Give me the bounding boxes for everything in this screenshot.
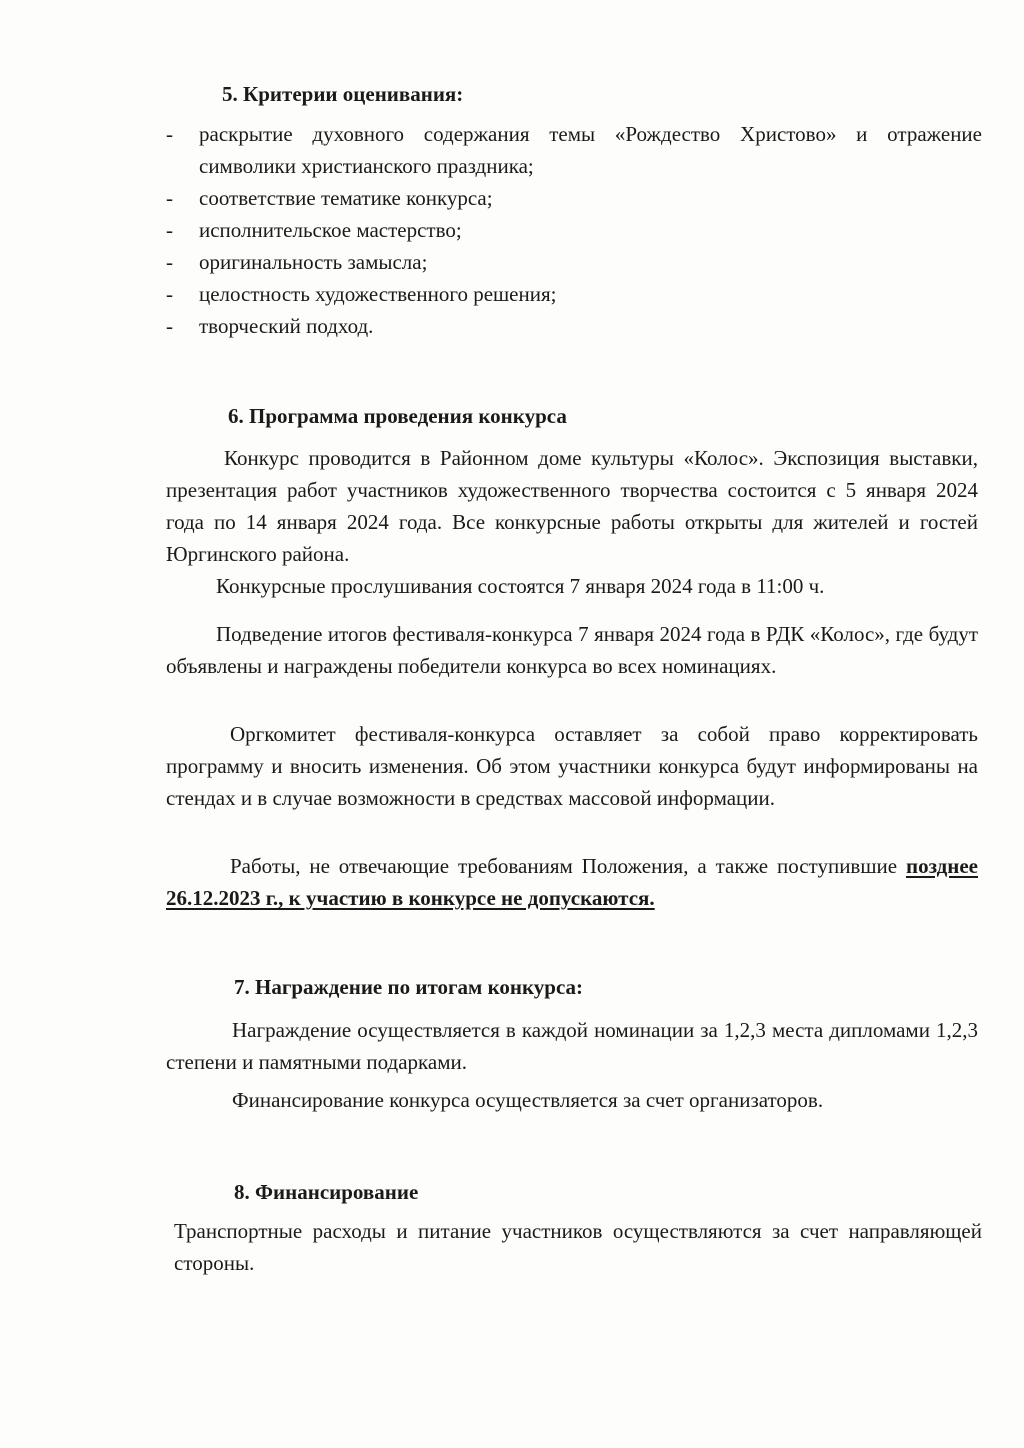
program-paragraph-results: Подведение итогов фестиваля-конкурса 7 января 2024 года в РДК «Колос», где будут объявлены и награждены победители конкурса во всех номинациях.: [166, 622, 978, 678]
criteria-list: [162, 118, 982, 342]
deadline-text: Работы, не отвечающие требованиям Положения, а также поступившие: [230, 854, 898, 878]
criteria-item-text: соответствие тематике конкурса;: [199, 186, 493, 210]
deadline-emphasis: позднее 26.12.2023 г., к участию в конкурсе не допускаются.: [166, 854, 978, 910]
financing-paragraph: Транспортные расходы и питание участников осуществляются за счет направляющей стороны.: [174, 1219, 982, 1275]
criteria-item-text: исполнительское мастерство;: [199, 218, 462, 242]
program-paragraph-deadline: [166, 850, 978, 914]
dash-marker: -: [166, 186, 173, 210]
program-paragraph-venue: Конкурс проводится в Районном доме культуры «Колос». Экспозиция выставки, презентация работ участников художественного творчества состоится с 5 января 2024 года по 14 января 2024 года. Все конкурсные работы открыты для жителей и гостей Юргинского района.: [166, 446, 978, 566]
criteria-item-text: оригинальность замысла;: [199, 250, 428, 274]
section-7-title: 7. Награждение по итогам конкурса:: [234, 975, 584, 999]
dash-marker: -: [166, 218, 173, 242]
section-6-title: 6. Программа проведения конкурса: [228, 404, 567, 428]
dash-marker: -: [166, 250, 173, 274]
program-paragraph-auditions: Конкурсные прослушивания состоятся 7 января 2024 года в 11:00 ч.: [216, 574, 825, 598]
program-paragraph-changes: Оргкомитет фестиваля-конкурса оставляет за собой право корректировать программу и вносить изменения. Об этом участники конкурса будут информированы на стендах и в случае возможности в средствах массовой информации.: [166, 722, 978, 810]
criteria-item: [162, 182, 982, 214]
criteria-item: [162, 118, 982, 182]
dash-marker: -: [166, 314, 173, 338]
awards-paragraph: Награждение осуществляется в каждой номинации за 1,2,3 места дипломами 1,2,3 степени и памятными подарками.: [166, 1018, 978, 1074]
dash-marker: -: [166, 122, 173, 146]
section-8-title: 8. Финансирование: [234, 1180, 419, 1204]
awards-funding-paragraph: Финансирование конкурса осуществляется за счет организаторов.: [232, 1088, 824, 1112]
criteria-item-text: творческий подход.: [199, 314, 374, 338]
criteria-item: [162, 310, 982, 342]
criteria-item-text: целостность художественного решения;: [199, 282, 557, 306]
dash-marker: -: [166, 282, 173, 306]
criteria-item: [162, 246, 982, 278]
section-5-title: 5. Критерии оценивания:: [222, 82, 464, 106]
criteria-item-text: раскрытие духовного содержания темы «Рождество Христово» и отражение символики христианского праздника;: [199, 122, 982, 178]
criteria-item: [162, 278, 982, 310]
criteria-item: [162, 214, 982, 246]
